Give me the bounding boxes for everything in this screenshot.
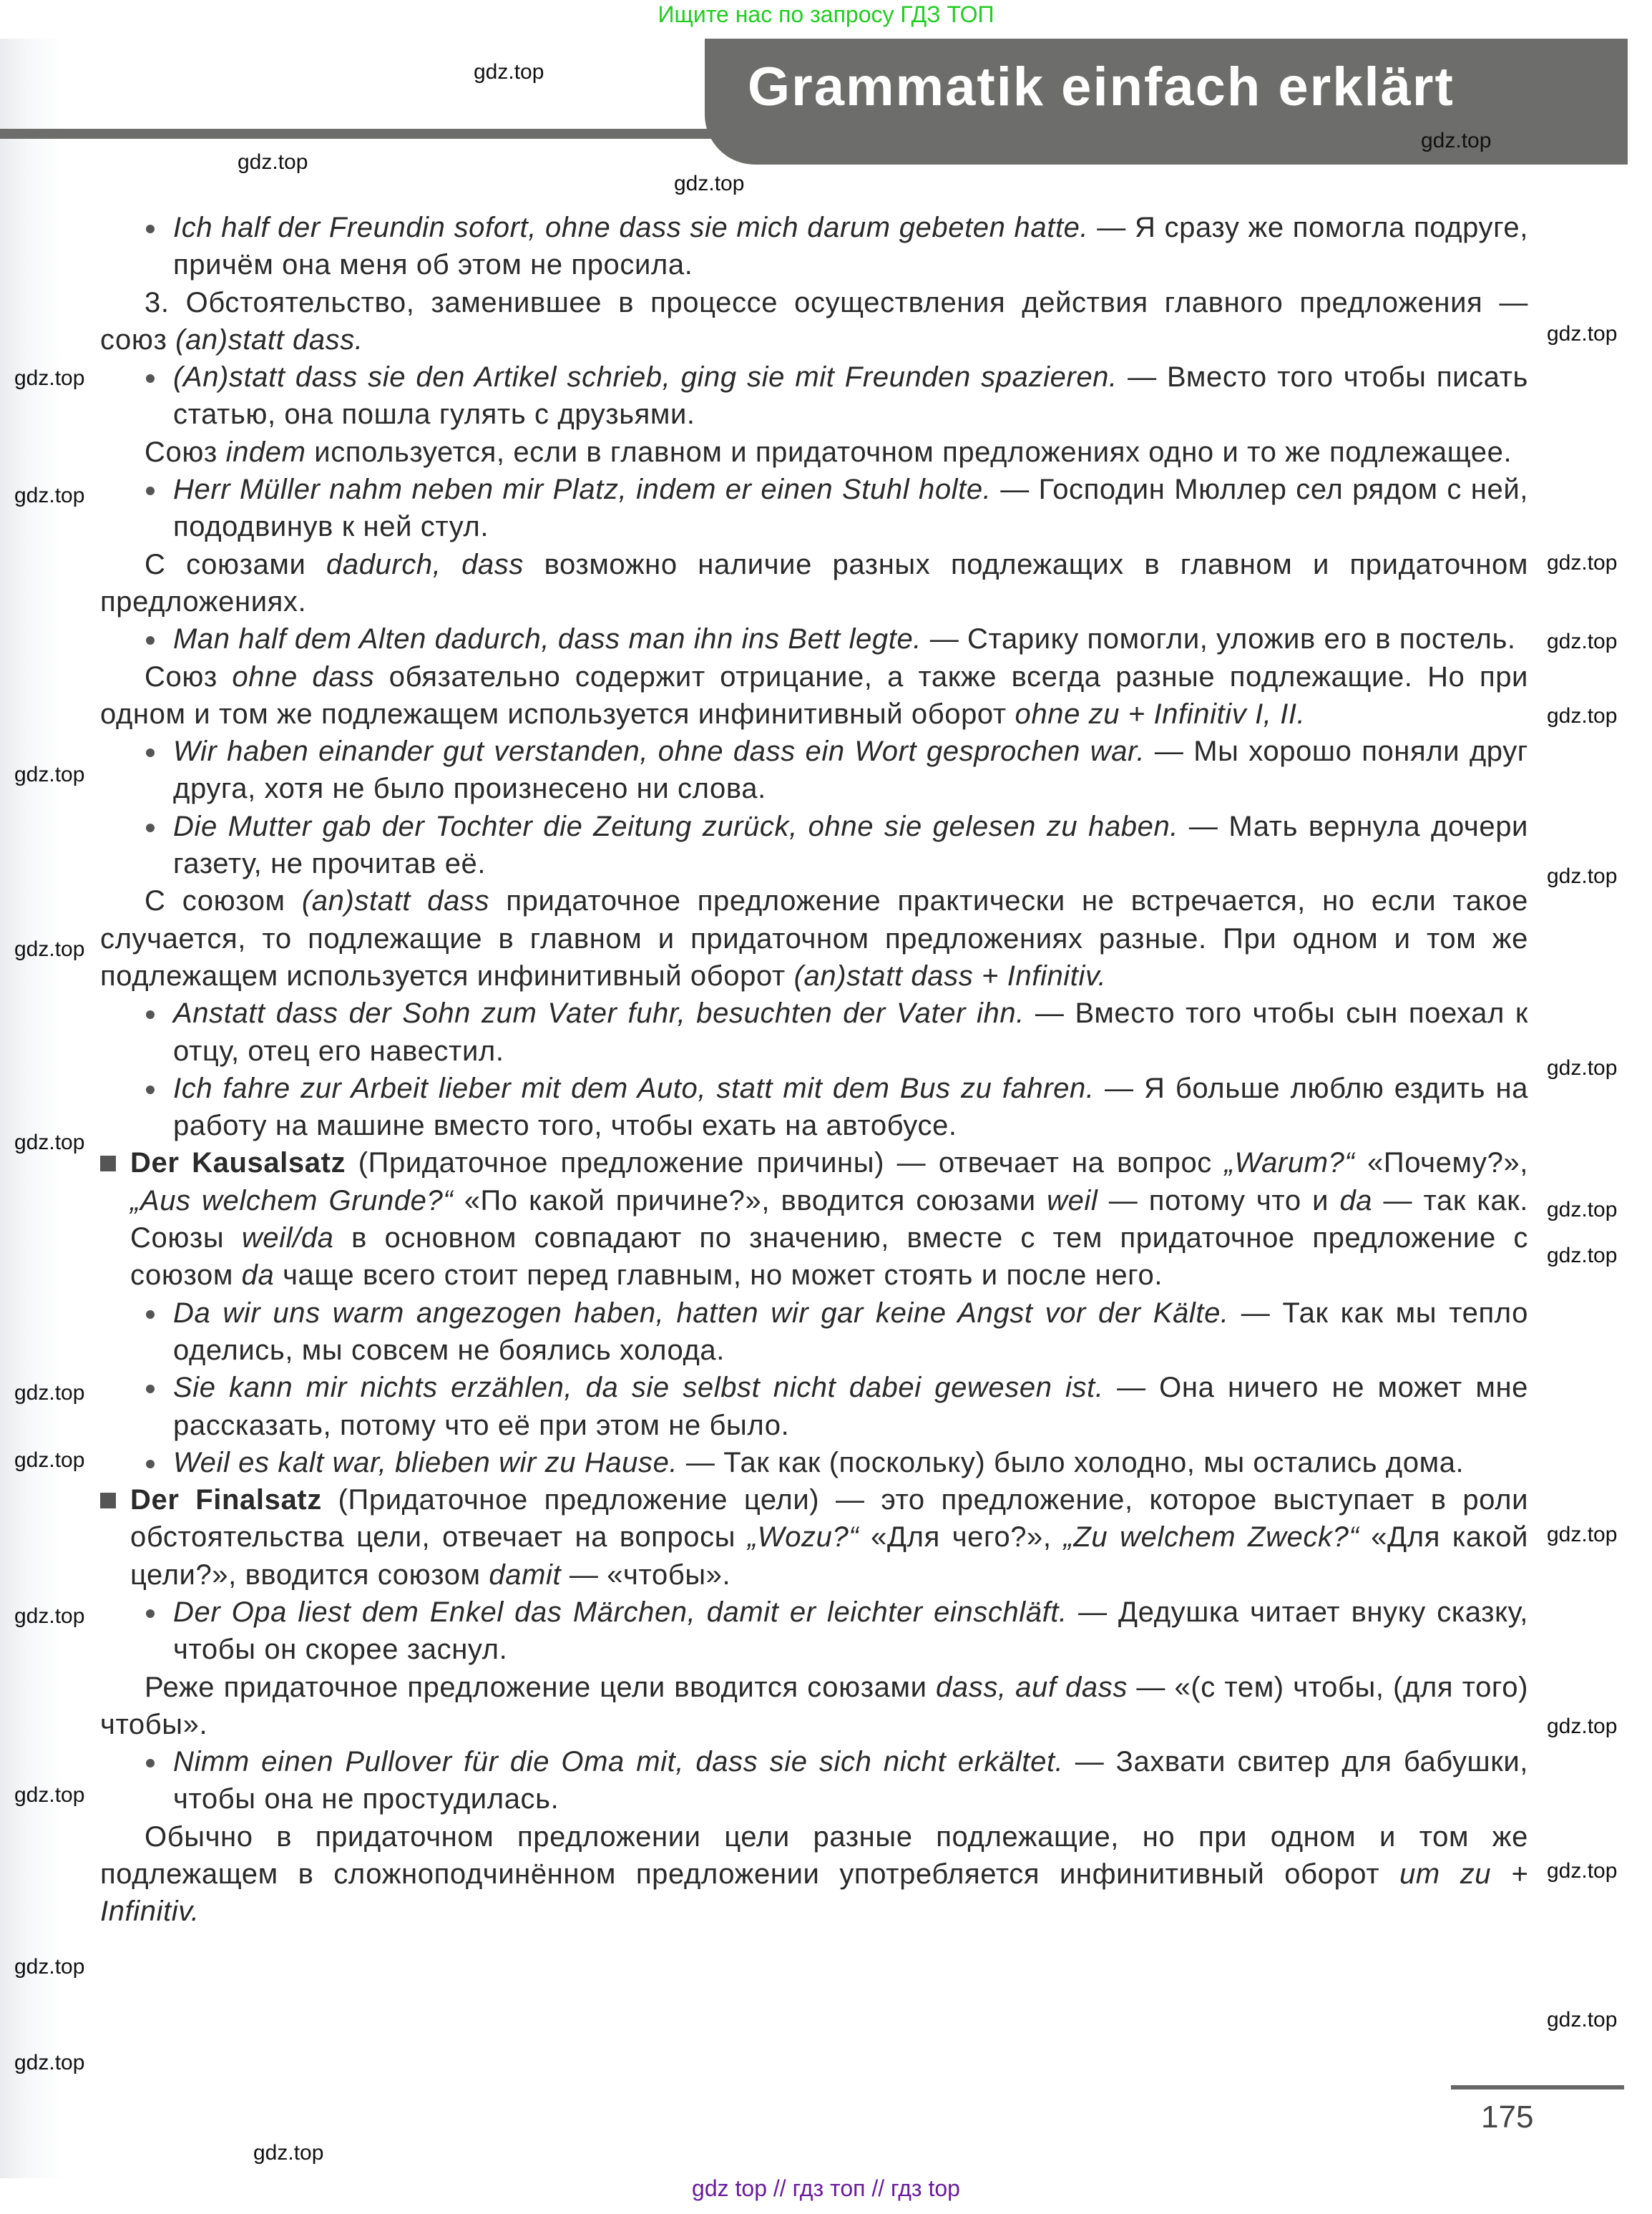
watermark: gdz.top <box>1547 1198 1618 1221</box>
text-run: «Для какой цели?», вводится союзом <box>130 1521 1529 1591</box>
section-paragraph <box>100 1481 1528 1594</box>
german-text: Die Mutter gab der Tochter die Zeitung zurück, ohne sie gelesen zu haben. <box>173 810 1179 842</box>
text-run: «Почему?», <box>1354 1147 1529 1179</box>
german-text: Herr Müller nahm neben mir Platz, indem er einen Stuhl holte. <box>173 474 992 506</box>
german-text: „Zu welchem Zweck?“ <box>1063 1521 1359 1554</box>
watermark: gdz.top <box>1547 864 1618 888</box>
german-text: (an)statt dass <box>301 885 490 917</box>
watermark: gdz.top <box>14 1131 85 1154</box>
german-text: „Warum?“ <box>1224 1147 1355 1179</box>
german-text: Ich half der Freundin sofort, ohne dass sie mich darum gebeten hatte. <box>173 212 1089 243</box>
text-run: — Захвати свитер для бабушки, чтобы она не простудилась. <box>173 1746 1528 1815</box>
watermark: gdz.top <box>14 1955 85 1979</box>
example-bullet <box>100 209 1528 284</box>
example-bullet <box>100 359 1528 434</box>
text-run: Союз <box>145 436 226 468</box>
watermark: gdz.top <box>14 366 85 390</box>
german-text: „Aus welchem Grunde?“ <box>130 1184 454 1216</box>
watermark: gdz.top <box>1547 322 1618 346</box>
watermark: gdz.top <box>1547 551 1618 575</box>
text-run: используется, если в главном и придаточном предложениях одно и то же подлежащее. <box>306 436 1512 468</box>
watermark: gdz.top <box>1547 704 1618 728</box>
text-run: — Вместо того чтобы сын поехал к отцу, отец его навестил. <box>173 998 1528 1067</box>
text-run: С союзами <box>145 548 327 580</box>
footer-links[interactable]: gdz top // гдз топ // гдз top <box>692 2175 960 2201</box>
watermark: gdz.top <box>1421 129 1492 152</box>
text-run: 3. Обстоятельство, заменившее в процессе осуществления действия главного предложения — союз <box>100 286 1528 356</box>
paragraph <box>100 658 1528 733</box>
german-text: (An)statt dass sie den Artikel schrieb, ging sie mit Freunden spazieren. <box>173 361 1118 394</box>
german-text: weil <box>1047 1184 1098 1216</box>
text-run: — Мы хорошо поняли друг друга, хотя не было произнесено ни слова. <box>173 736 1528 805</box>
example-bullet <box>100 1594 1528 1669</box>
text-run: Союз <box>145 660 233 693</box>
text-run: (Придаточное предложение цели) — это предложение, которое выступает в роли обстоятельства цели, отвечает на вопросы <box>130 1484 1529 1554</box>
paragraph <box>100 882 1528 995</box>
german-text: um zu + Infinitiv. <box>100 1858 1528 1928</box>
german-text: Wir haben einander gut verstanden, ohne dass ein Wort gesprochen war. <box>173 736 1145 768</box>
german-text: ohne zu + Infinitiv I, II. <box>1015 698 1306 730</box>
example-bullet <box>100 620 1528 658</box>
text-run: возможно наличие разных подлежащих в главном и придаточном предложениях. <box>100 548 1528 618</box>
watermark: gdz.top <box>14 1604 85 1628</box>
text-run: — Старику помогли, уложив его в постель. <box>922 623 1516 655</box>
watermark: gdz.top <box>674 172 745 195</box>
german-text: dadurch, dass <box>326 548 524 580</box>
german-text: weil/da <box>241 1222 334 1254</box>
german-text: da <box>1339 1184 1373 1216</box>
paragraph <box>100 1818 1528 1931</box>
watermark: gdz.top <box>474 60 544 84</box>
german-text: (an)statt dass + Infinitiv. <box>793 960 1107 992</box>
watermark: gdz.top <box>1547 630 1618 653</box>
watermark: gdz.top <box>14 1381 85 1405</box>
watermark: gdz.top <box>1547 1859 1618 1883</box>
text-run: чаще всего стоит перед главным, но может стоять и после него. <box>274 1259 1163 1292</box>
example-bullet <box>100 1294 1528 1370</box>
paragraph <box>100 434 1528 471</box>
page-number: 175 <box>1481 2100 1534 2135</box>
text-run: «По какой причине?», вводится союзами <box>453 1184 1047 1216</box>
watermark: gdz.top <box>14 484 85 507</box>
page-number-rule <box>1451 2085 1624 2089</box>
german-text: (an)statt dass. <box>175 323 363 356</box>
german-text: Da wir uns warm angezogen haben, hatten wir gar keine Angst vor der Kälte. <box>173 1297 1229 1329</box>
watermark: gdz.top <box>14 2051 85 2074</box>
search-hint-banner: Ищите нас по запросу ГДЗ ТОП <box>658 1 994 27</box>
text-run: — Я больше люблю ездить на работу на машине вместо того, чтобы ехать на автобусе. <box>173 1072 1528 1142</box>
text-run: С союзом <box>145 885 302 917</box>
example-bullet <box>100 995 1528 1070</box>
german-text: Man half dem Alten dadurch, dass man ihn ins Bett legte. <box>173 623 922 655</box>
text-run: обязательно содержит отрицание, а также всегда разные подлежащие. Но при одном и том же подлежащем используется инфинитивный оборот <box>100 660 1528 730</box>
paragraph <box>100 284 1528 359</box>
text-run: — Я сразу же помогла подруге, причём она меня об этом не просила. <box>173 212 1528 281</box>
watermark: gdz.top <box>14 937 85 961</box>
example-bullet <box>100 1743 1528 1818</box>
text-run: (Придаточное предложение причины) — отвечает на вопрос <box>346 1147 1225 1179</box>
example-bullet <box>100 1444 1528 1481</box>
german-text: Der Opa liest dem Enkel das Märchen, damit er leichter einschläft. <box>173 1596 1067 1628</box>
page-title: Grammatik einfach erklärt <box>748 57 1455 117</box>
example-bullet <box>100 471 1528 546</box>
german-text: Sie kann mir nichts erzählen, da sie selbst nicht dabei gewesen ist. <box>173 1372 1104 1404</box>
text-run: в основном совпадают по значению, вместе с тем придаточное предложение с союзом <box>130 1222 1529 1292</box>
paragraph <box>100 546 1528 621</box>
german-text: da <box>241 1259 275 1292</box>
example-bullet <box>100 808 1528 883</box>
text-run: Обычно в придаточном предложении цели разные подлежащие, но при одном и том же подлежащем в сложноподчинённом предложении употребляется инфинитивный оборот <box>100 1820 1528 1891</box>
text-run: — Дедушка читает внуку сказку, чтобы он скорее заснул. <box>173 1596 1528 1666</box>
german-text: Nimm einen Pullover für die Oma mit, dass sie sich nicht erkältet. <box>173 1746 1064 1778</box>
watermark: gdz.top <box>238 150 308 174</box>
example-bullet <box>100 733 1528 808</box>
text-run: — так как. Союзы <box>130 1184 1529 1254</box>
term-heading: Der Finalsatz <box>130 1484 322 1516</box>
example-bullet <box>100 1369 1528 1444</box>
watermark: gdz.top <box>1547 1715 1618 1738</box>
text-run: — Так как (поскольку) было холодно, мы остались дома. <box>678 1446 1465 1478</box>
german-text: Weil es kalt war, blieben wir zu Hause. <box>173 1446 678 1478</box>
watermark: gdz.top <box>1547 1056 1618 1080</box>
german-text: ohne dass <box>232 660 375 693</box>
text-run: — Она ничего не может мне рассказать, потому что её при этом не было. <box>173 1372 1528 1441</box>
text-run: — Мать вернула дочери газету, не прочитав её. <box>173 810 1528 880</box>
watermark: gdz.top <box>1547 1244 1618 1267</box>
text-run: Реже придаточное предложение цели вводится союзами <box>145 1671 937 1703</box>
watermark: gdz.top <box>1547 1523 1618 1546</box>
german-text: indem <box>225 436 306 468</box>
watermark: gdz.top <box>14 763 85 786</box>
text-run: придаточное предложение практически не встречается, но если такое случается, то подлежащие в главном и придаточном предложениях разные. При одном и том же подлежащем используется инфинитивный оборот <box>100 885 1528 992</box>
text-run: — Господин Мюллер сел рядом с ней, пододвинув к ней стул. <box>173 474 1528 543</box>
section-paragraph <box>100 1144 1528 1294</box>
term-heading: Der Kausalsatz <box>130 1147 346 1179</box>
german-text: „Wozu?“ <box>747 1521 859 1554</box>
paragraph <box>100 1669 1528 1744</box>
page-content <box>100 209 1528 1931</box>
text-run: — «чтобы». <box>561 1559 731 1591</box>
text-run: — Так как мы тепло оделись, мы совсем не боялись холода. <box>173 1297 1528 1366</box>
header-rule <box>0 129 723 139</box>
text-run: — Вместо того чтобы писать статью, она пошла гулять с друзьями. <box>173 361 1528 431</box>
text-run: «Для чего?», <box>859 1521 1064 1554</box>
watermark: gdz.top <box>1547 2008 1618 2032</box>
german-text: Ich fahre zur Arbeit lieber mit dem Auto, statt mit dem Bus zu fahren. <box>173 1072 1095 1104</box>
watermark: gdz.top <box>14 1783 85 1807</box>
german-text: dass, auf dass <box>936 1671 1128 1703</box>
german-text: Anstatt dass der Sohn zum Vater fuhr, besuchten der Vater ihn. <box>173 998 1025 1030</box>
watermark: gdz.top <box>14 1448 85 1472</box>
text-run: — потому что и <box>1098 1184 1340 1216</box>
german-text: damit <box>489 1559 562 1591</box>
watermark: gdz.top <box>253 2141 324 2165</box>
example-bullet <box>100 1070 1528 1145</box>
text-run: — «(с тем) чтобы, (для того) чтобы». <box>100 1671 1529 1740</box>
